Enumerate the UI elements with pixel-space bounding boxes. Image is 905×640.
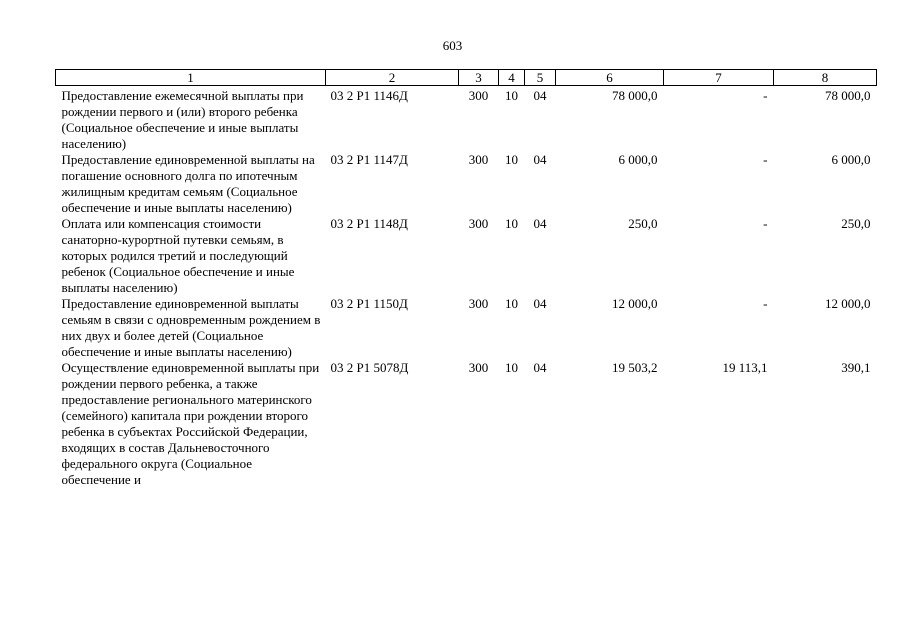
row-col-8: 390,1 xyxy=(841,360,871,375)
row-col-7: - xyxy=(763,88,768,103)
table-row xyxy=(56,296,877,360)
row-col-5: 04 xyxy=(533,360,547,375)
header-col-1: 1 xyxy=(56,70,326,86)
row-col-7: - xyxy=(763,216,768,231)
row-description: Оплата или компенсация стоимости санаторно-курортной путевки семьям, в которых родился третий и последующий ребенок (Социальное обеспечение и иные выплаты населению) xyxy=(61,216,295,295)
header-col-5: 5 xyxy=(525,70,556,86)
row-description: Осуществление единовременной выплаты при рождении первого ребенка, а также предоставление регионального материнского (семейного) капитала при рождении второго ребенка в субъектах Российской Федерации, входящих в состав Дальневосточного федерального округа (Социальное обеспечение и xyxy=(61,360,320,487)
row-code: 03 2 Р1 1150Д xyxy=(330,296,408,311)
row-col-7: 19 113,1 xyxy=(722,360,768,375)
row-col-8: 250,0 xyxy=(841,216,871,231)
row-col-8: 12 000,0 xyxy=(825,296,871,311)
header-col-7: 7 xyxy=(664,70,774,86)
table-row xyxy=(56,86,877,153)
row-col-7: - xyxy=(763,152,768,167)
row-col-5: 04 xyxy=(533,216,547,231)
row-col-4: 10 xyxy=(505,152,518,167)
row-code: 03 2 Р1 1148Д xyxy=(330,216,408,231)
header-col-8: 8 xyxy=(774,70,877,86)
row-col-3: 300 xyxy=(468,296,489,311)
row-col-3: 300 xyxy=(468,360,489,375)
row-col-3: 300 xyxy=(468,216,489,231)
header-col-3: 3 xyxy=(459,70,499,86)
table-row xyxy=(56,152,877,216)
row-col-4: 10 xyxy=(505,88,518,103)
row-code: 03 2 Р1 1146Д xyxy=(330,88,408,103)
row-col-8: 6 000,0 xyxy=(831,152,871,167)
row-col-3: 300 xyxy=(468,152,489,167)
row-col-6: 6 000,0 xyxy=(618,152,658,167)
row-description: Предоставление ежемесячной выплаты при рождении первого и (или) второго ребенка (Социальное обеспечение и иные выплаты населению) xyxy=(61,88,304,151)
row-col-6: 19 503,2 xyxy=(612,360,658,375)
row-col-6: 250,0 xyxy=(628,216,658,231)
header-row xyxy=(56,70,877,86)
row-col-7: - xyxy=(763,296,768,311)
row-col-3: 300 xyxy=(468,88,489,103)
row-col-5: 04 xyxy=(533,88,547,103)
header-col-6: 6 xyxy=(556,70,664,86)
table-row xyxy=(56,360,877,488)
row-col-8: 78 000,0 xyxy=(825,88,871,103)
row-code: 03 2 Р1 5078Д xyxy=(330,360,409,375)
row-col-5: 04 xyxy=(533,296,547,311)
row-description: Предоставление единовременной выплаты семьям в связи с одновременным рождением в них двух и более детей (Социальное обеспечение и иные выплаты населению) xyxy=(61,296,321,359)
row-description: Предоставление единовременной выплаты на погашение основного долга по ипотечным жилищным кредитам семьям (Социальное обеспечение и иные выплаты населению) xyxy=(61,152,315,215)
header-col-4: 4 xyxy=(499,70,525,86)
page-number: 603 xyxy=(442,38,463,53)
header-col-2: 2 xyxy=(326,70,459,86)
row-code: 03 2 Р1 1147Д xyxy=(330,152,408,167)
row-col-4: 10 xyxy=(505,216,518,231)
budget-table xyxy=(55,69,877,488)
table-row xyxy=(56,216,877,296)
row-col-6: 78 000,0 xyxy=(612,88,658,103)
row-col-6: 12 000,0 xyxy=(612,296,658,311)
row-col-5: 04 xyxy=(533,152,547,167)
row-col-4: 10 xyxy=(505,360,518,375)
row-col-4: 10 xyxy=(505,296,518,311)
